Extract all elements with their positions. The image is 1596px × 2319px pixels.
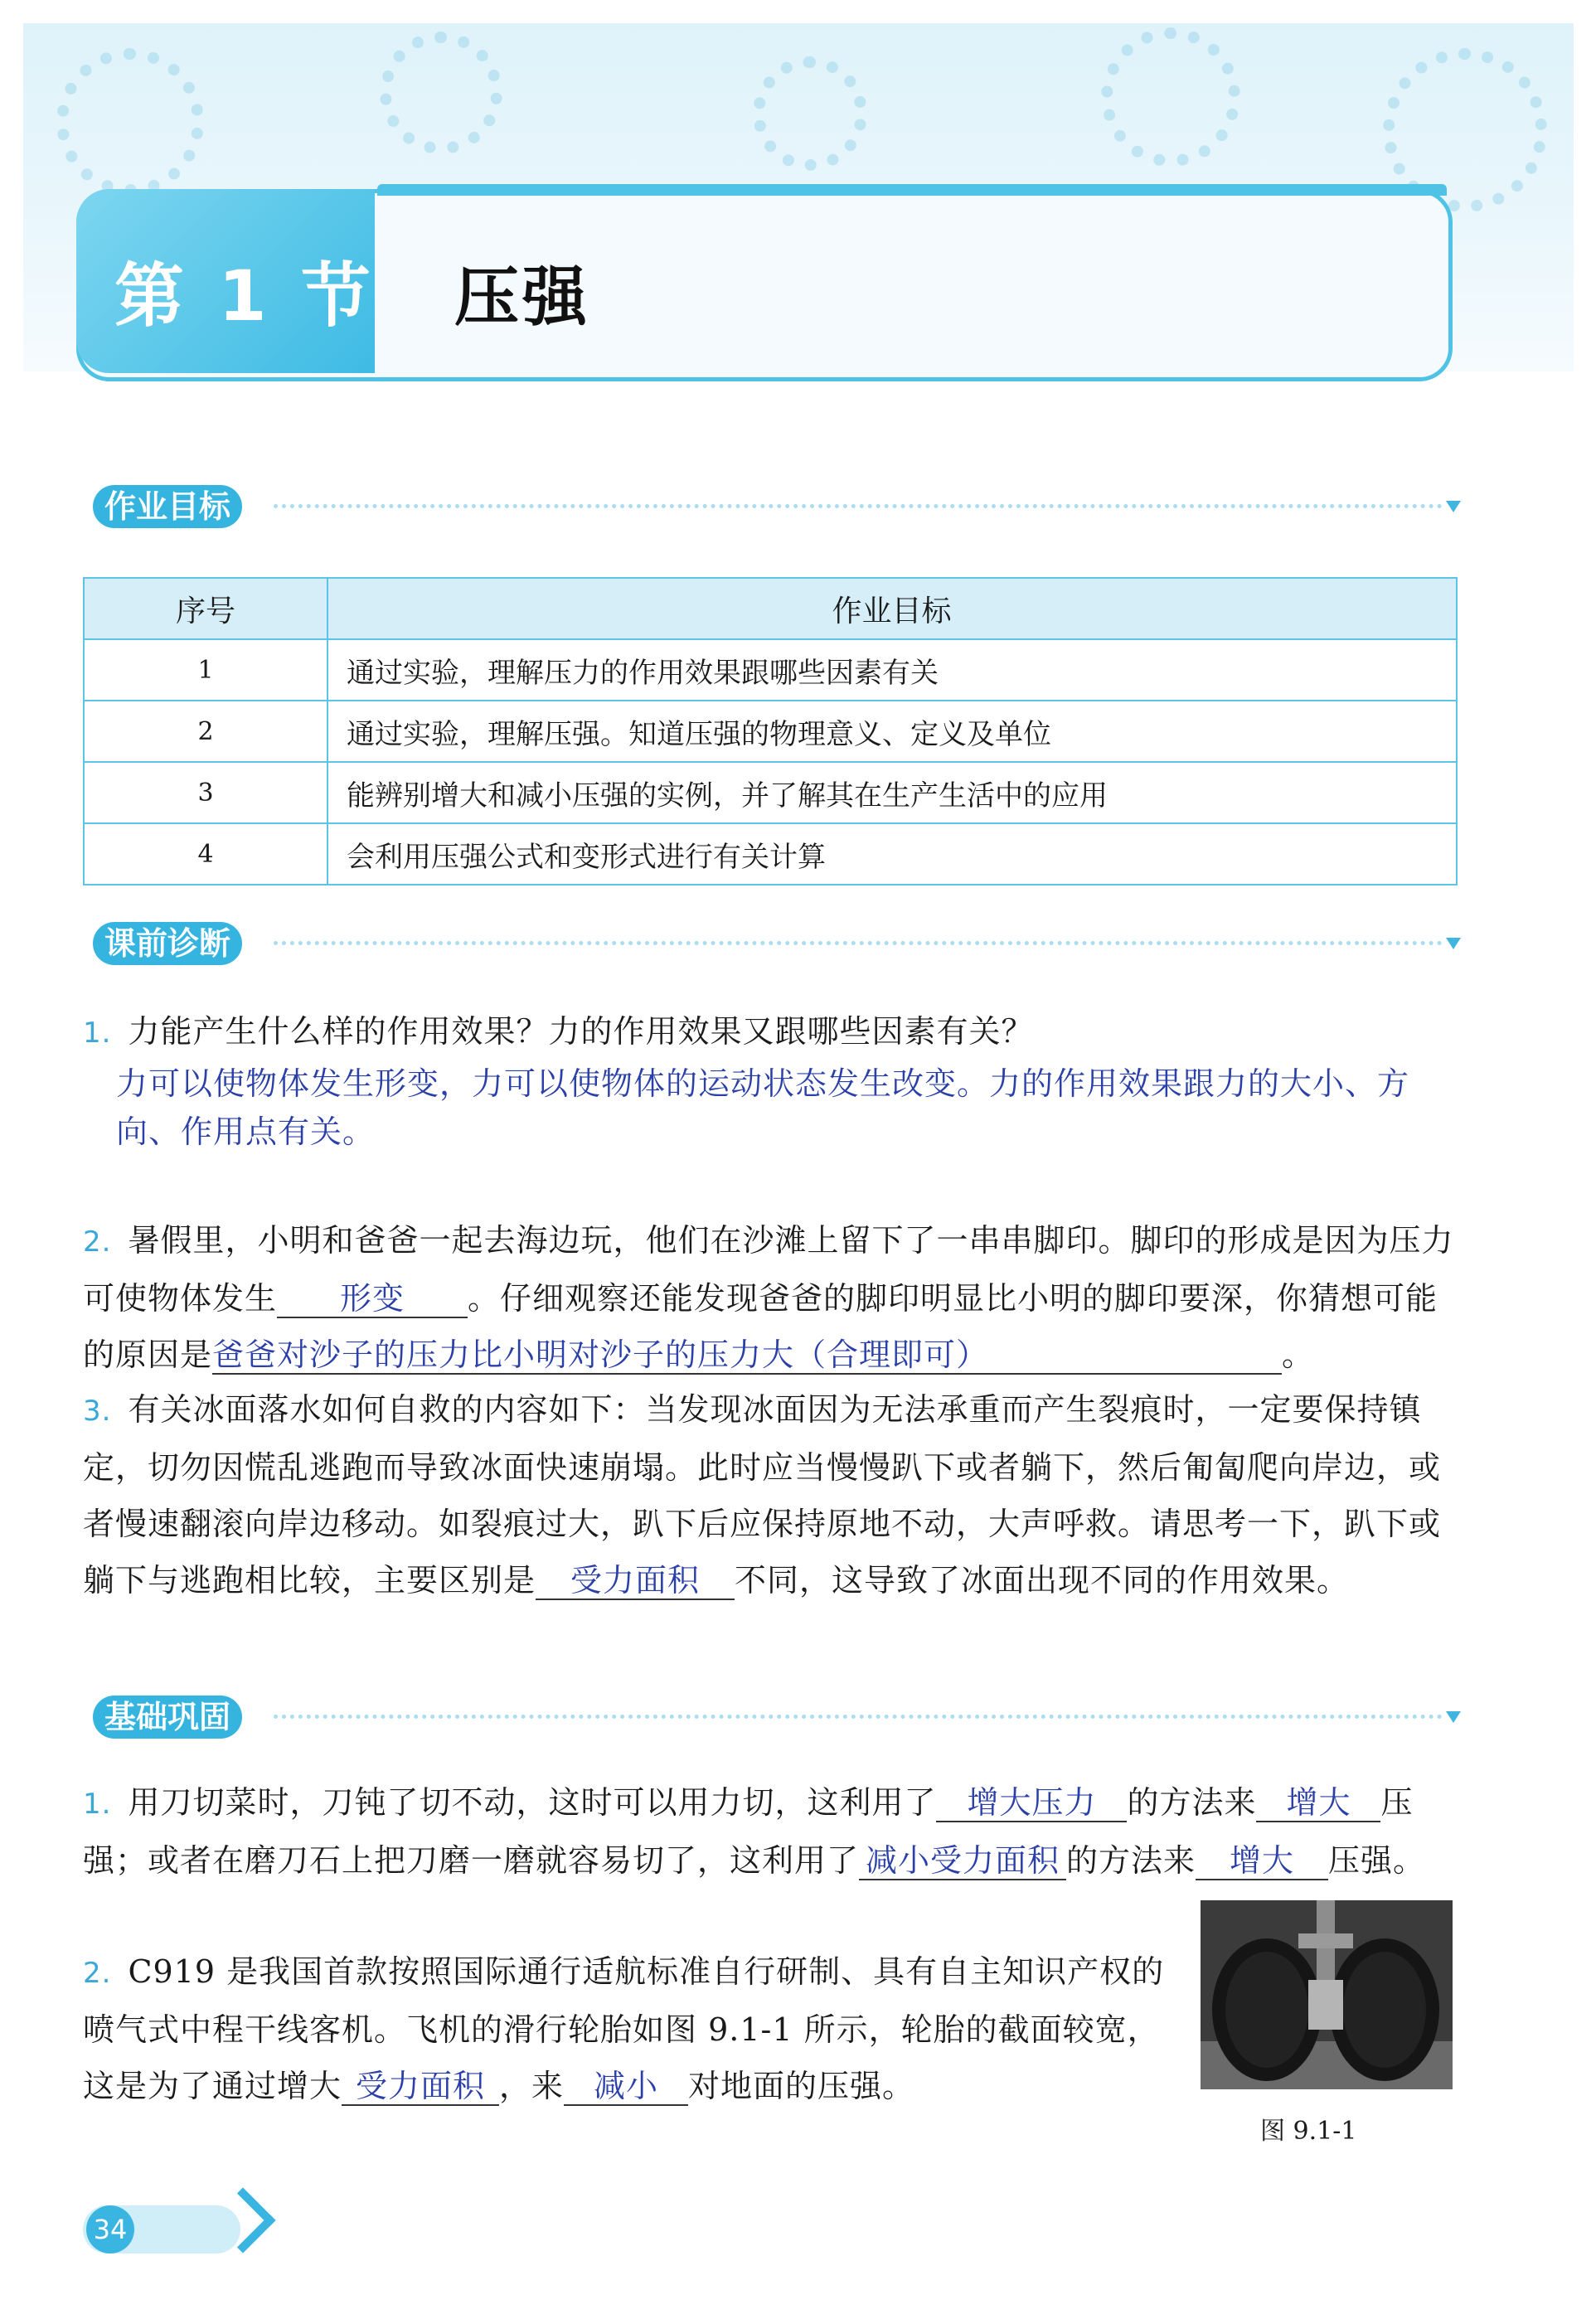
answer-blank: 受力面积 — [536, 1562, 735, 1600]
question-number: 1. — [83, 1788, 112, 1821]
question-text: 有关冰面落水如何自救的内容如下：当发现冰面因为无法承重而产生裂痕时，一定要保持镇定，切勿因慌乱逃跑而导致冰面快速崩塌。此时应当慢慢趴下或者躺下，然后匍匐爬向岸边，或者慢速翻滚向岸边移动。如裂痕过大，趴下后应保持原地不动，大声呼救。请思考一下，趴下或躺下与逃跑相比较，主要区别是 — [83, 1391, 1442, 1599]
tire-illustration — [1201, 1900, 1453, 2089]
table-row — [84, 823, 1457, 885]
section-label: 第 1 节 — [114, 255, 376, 337]
triangle-down-icon — [1446, 938, 1461, 949]
table-row — [84, 701, 1457, 762]
question-text: 不同，这导致了冰面出现不同的作用效果。 — [735, 1562, 1350, 1599]
answer-blank: 受力面积 — [342, 2068, 499, 2106]
row-num: 3 — [84, 762, 327, 823]
answer-blank: 爸爸对沙子的压力比小明对沙子的压力大（合理即可） — [212, 1337, 1282, 1375]
question-text: ，来 — [499, 2068, 565, 2104]
pre-diagnosis-tag: 课前诊断 — [93, 922, 242, 965]
answer-blank: 增大压力 — [936, 1784, 1127, 1822]
question-text: 用刀切菜时，刀钝了切不动，这时可以用力切，这利用了 — [128, 1784, 937, 1821]
table-header-row — [84, 578, 1457, 639]
question-text: 。 — [1282, 1337, 1315, 1373]
answer-blank: 减小 — [564, 2068, 688, 2106]
answer-pre-1: 力可以使物体发生形变，力可以使物体的运动状态发生改变。力的作用效果跟力的大小、方向、作用点有关。 — [116, 1065, 1410, 1150]
triangle-down-icon — [1446, 501, 1461, 512]
question-text: 对地面的压强。 — [688, 2068, 915, 2104]
goals-table — [83, 577, 1458, 885]
column-header-goal: 作业目标 — [327, 578, 1457, 639]
dotted-divider — [274, 1715, 1443, 1719]
basic-tag: 基础巩固 — [93, 1696, 242, 1739]
gear-decoration-icon — [1101, 27, 1240, 167]
question-text: 的方法来 — [1127, 1784, 1257, 1821]
answer-blank: 形变 — [277, 1280, 468, 1318]
gear-decoration-icon — [56, 48, 204, 196]
row-goal: 通过实验，理解压强。知道压强的物理意义、定义及单位 — [327, 701, 1457, 762]
column-header-num: 序号 — [84, 578, 327, 639]
figure-caption: 图 9.1-1 — [1260, 2117, 1357, 2146]
question-number: 1. — [83, 1016, 112, 1050]
question-pre-1 — [83, 1003, 1459, 1061]
title-strip — [377, 184, 1447, 196]
question-basic-1 — [83, 1774, 1459, 1889]
triangle-down-icon — [1446, 1711, 1461, 1723]
answer-blank: 减小受力面积 — [859, 1842, 1066, 1880]
table-row — [84, 639, 1457, 701]
goals-tag: 作业目标 — [93, 485, 242, 528]
row-num: 1 — [84, 639, 327, 701]
question-text: 暑假里，小明和爸爸一起去海边玩，他们在沙滩上留下了一串串脚印。脚印的形成是因为压力可使物体发生 — [83, 1222, 1454, 1317]
page-number: 34 — [86, 2205, 134, 2254]
row-goal: 通过实验，理解压力的作用效果跟哪些因素有关 — [327, 639, 1457, 701]
question-number: 2. — [83, 1225, 112, 1259]
question-basic-2 — [83, 1943, 1177, 2114]
question-text: 压强；或者在磨刀石上把刀磨一磨就容易切了，这利用了 — [83, 1784, 1414, 1879]
row-goal: 能辨别增大和减小压强的实例，并了解其在生产生活中的应用 — [327, 762, 1457, 823]
page-title: 压强 — [454, 260, 591, 335]
question-number: 2. — [83, 1957, 112, 1990]
table-row — [84, 762, 1457, 823]
aircraft-tire-photo — [1201, 1900, 1453, 2089]
gear-decoration-icon — [753, 56, 867, 171]
answer-blank: 增大 — [1196, 1842, 1328, 1880]
gear-decoration-icon — [380, 32, 502, 154]
question-text: 的方法来 — [1066, 1842, 1196, 1879]
question-text: 。仔细观察还能发现爸爸的脚印明显比小明的脚印要深，你猜想可能的原因是 — [83, 1280, 1438, 1373]
question-text: 压强。 — [1328, 1842, 1426, 1879]
dotted-divider — [274, 941, 1443, 945]
question-text: C919 是我国首款按照国际通行适航标准自行研制、具有自主知识产权的喷气式中程干线客机。飞机的滑行轮胎如图 9.1-1 所示，轮胎的截面较宽，这是为了通过增大 — [83, 1953, 1165, 2104]
dotted-divider — [274, 504, 1443, 508]
question-number: 3. — [83, 1395, 112, 1428]
row-goal: 会利用压强公式和变形式进行有关计算 — [327, 823, 1457, 885]
question-pre-3 — [83, 1381, 1459, 1608]
question-text: 力能产生什么样的作用效果？力的作用效果又跟哪些因素有关？ — [128, 1013, 1034, 1050]
answer-blank: 增大 — [1256, 1784, 1380, 1822]
question-pre-2 — [83, 1212, 1459, 1383]
row-num: 2 — [84, 701, 327, 762]
row-num: 4 — [84, 823, 327, 885]
